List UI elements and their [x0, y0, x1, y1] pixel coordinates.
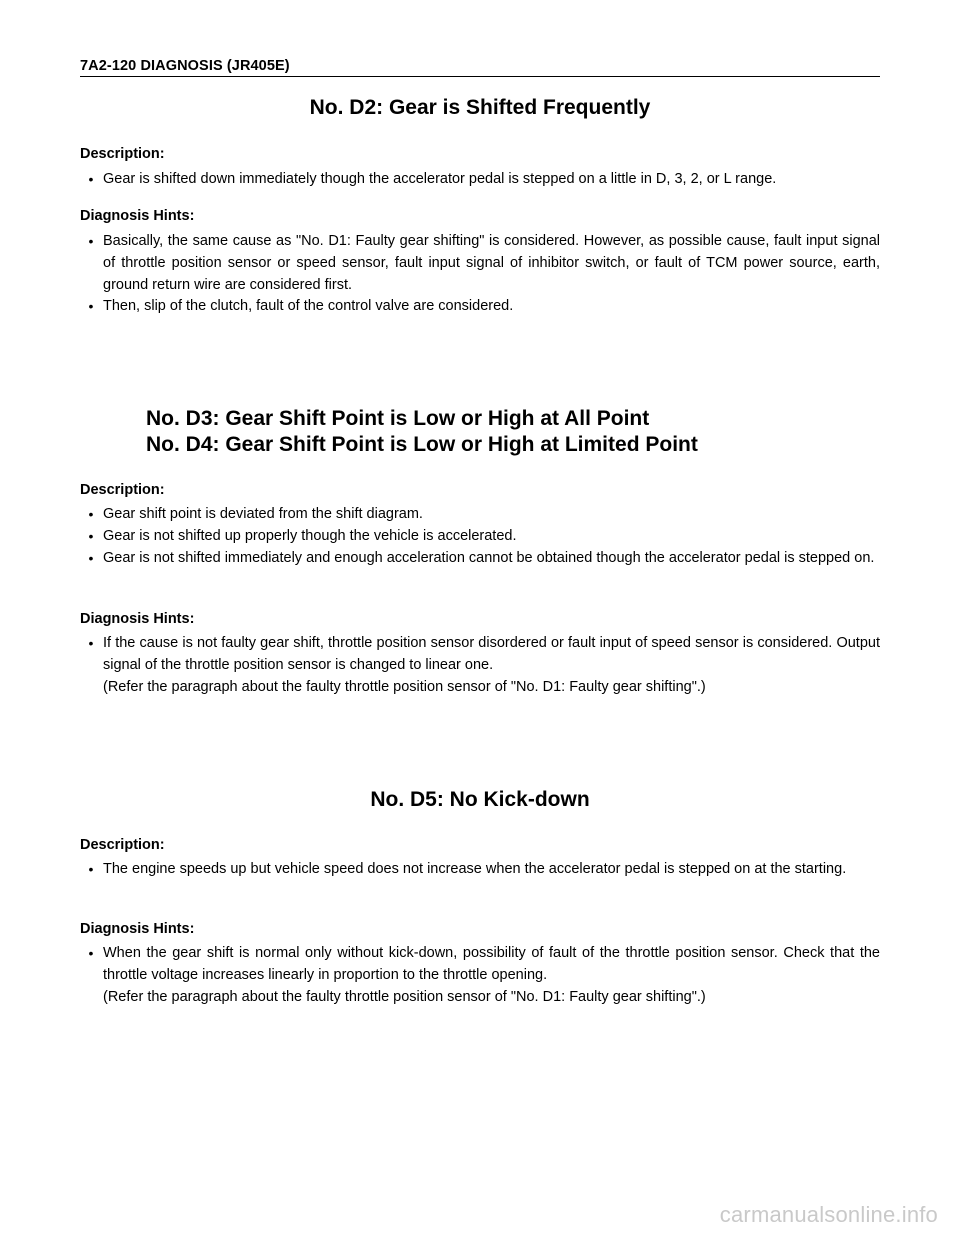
d3d4-hint-item: [80, 632, 880, 698]
d2-hints-label: Diagnosis Hints:: [80, 208, 195, 224]
d2-hint-item: [80, 230, 880, 296]
bullet-icon: •: [88, 945, 94, 961]
d5-description-item: [80, 858, 880, 880]
bullet-icon: •: [88, 528, 94, 544]
bullet-icon: •: [88, 635, 94, 651]
d2-hint-item: [80, 295, 880, 317]
d5-hint-note: (Refer the paragraph about the faulty throttle position sensor of "No. D1: Faulty gear shifting".): [103, 989, 706, 1005]
d3d4-description-item: [80, 547, 880, 569]
d3d4-hint-text: If the cause is not faulty gear shift, throttle position sensor disordered or fault input of speed sensor is considered. Output signal of the throttle position sensor is changed to linear one.: [103, 635, 880, 673]
d5-hint-item: [80, 942, 880, 1008]
section-title-d5: No. D5: No Kick-down: [370, 788, 590, 811]
page-header-text: 7A2-120 DIAGNOSIS (JR405E): [80, 58, 290, 74]
bullet-icon: •: [88, 506, 94, 522]
d2-description-item: [80, 168, 880, 190]
d5-description-text: The engine speeds up but vehicle speed does not increase when the accelerator pedal is stepped on at the starting.: [103, 861, 847, 877]
section-title-d3: No. D3: Gear Shift Point is Low or High at All Point: [146, 407, 650, 430]
d5-hints-label: Diagnosis Hints:: [80, 921, 195, 937]
d2-hint-text: Basically, the same cause as "No. D1: Faulty gear shifting" is considered. However, as possible cause, fault input signal of throttle position sensor or speed sensor, fault input signal of inhibitor switch, or fault of TCM power source, earth, ground return wire are considered first.: [103, 233, 880, 293]
bullet-icon: •: [88, 233, 94, 249]
d3d4-description-text: Gear is not shifted immediately and enough acceleration cannot be obtained though the accelerator pedal is stepped on.: [103, 550, 875, 566]
bullet-icon: •: [88, 861, 94, 877]
d3d4-description-item: [80, 525, 880, 547]
d3d4-hints-label: Diagnosis Hints:: [80, 611, 195, 627]
d2-hint-text: Then, slip of the clutch, fault of the control valve are considered.: [103, 298, 514, 314]
section-title-d4: No. D4: Gear Shift Point is Low or High at Limited Point: [146, 433, 698, 456]
d5-hint-text: When the gear shift is normal only without kick-down, possibility of fault of the throttle position sensor. Check that the throttle voltage increases linearly in proportion to the throttle opening.: [103, 945, 880, 983]
d2-description-label: Description:: [80, 146, 165, 162]
watermark-text: carmanualsonline.info: [719, 1202, 938, 1227]
d3d4-description-item: [80, 503, 880, 525]
d3d4-description-text: Gear is not shifted up properly though the vehicle is accelerated.: [103, 528, 517, 544]
d5-description-label: Description:: [80, 837, 165, 853]
bullet-icon: •: [88, 298, 94, 314]
bullet-icon: •: [88, 550, 94, 566]
bullet-icon: •: [88, 171, 94, 187]
section-title-d2: No. D2: Gear is Shifted Frequently: [309, 96, 651, 119]
d3d4-hint-note: (Refer the paragraph about the faulty throttle position sensor of "No. D1: Faulty gear shifting".): [103, 679, 706, 695]
d3d4-description-text: Gear shift point is deviated from the shift diagram.: [103, 506, 423, 522]
page-header: [80, 56, 880, 77]
d2-description-text: Gear is shifted down immediately though the accelerator pedal is stepped on a little in D, 3, 2, or L range.: [103, 171, 777, 187]
d3d4-description-label: Description:: [80, 482, 165, 498]
